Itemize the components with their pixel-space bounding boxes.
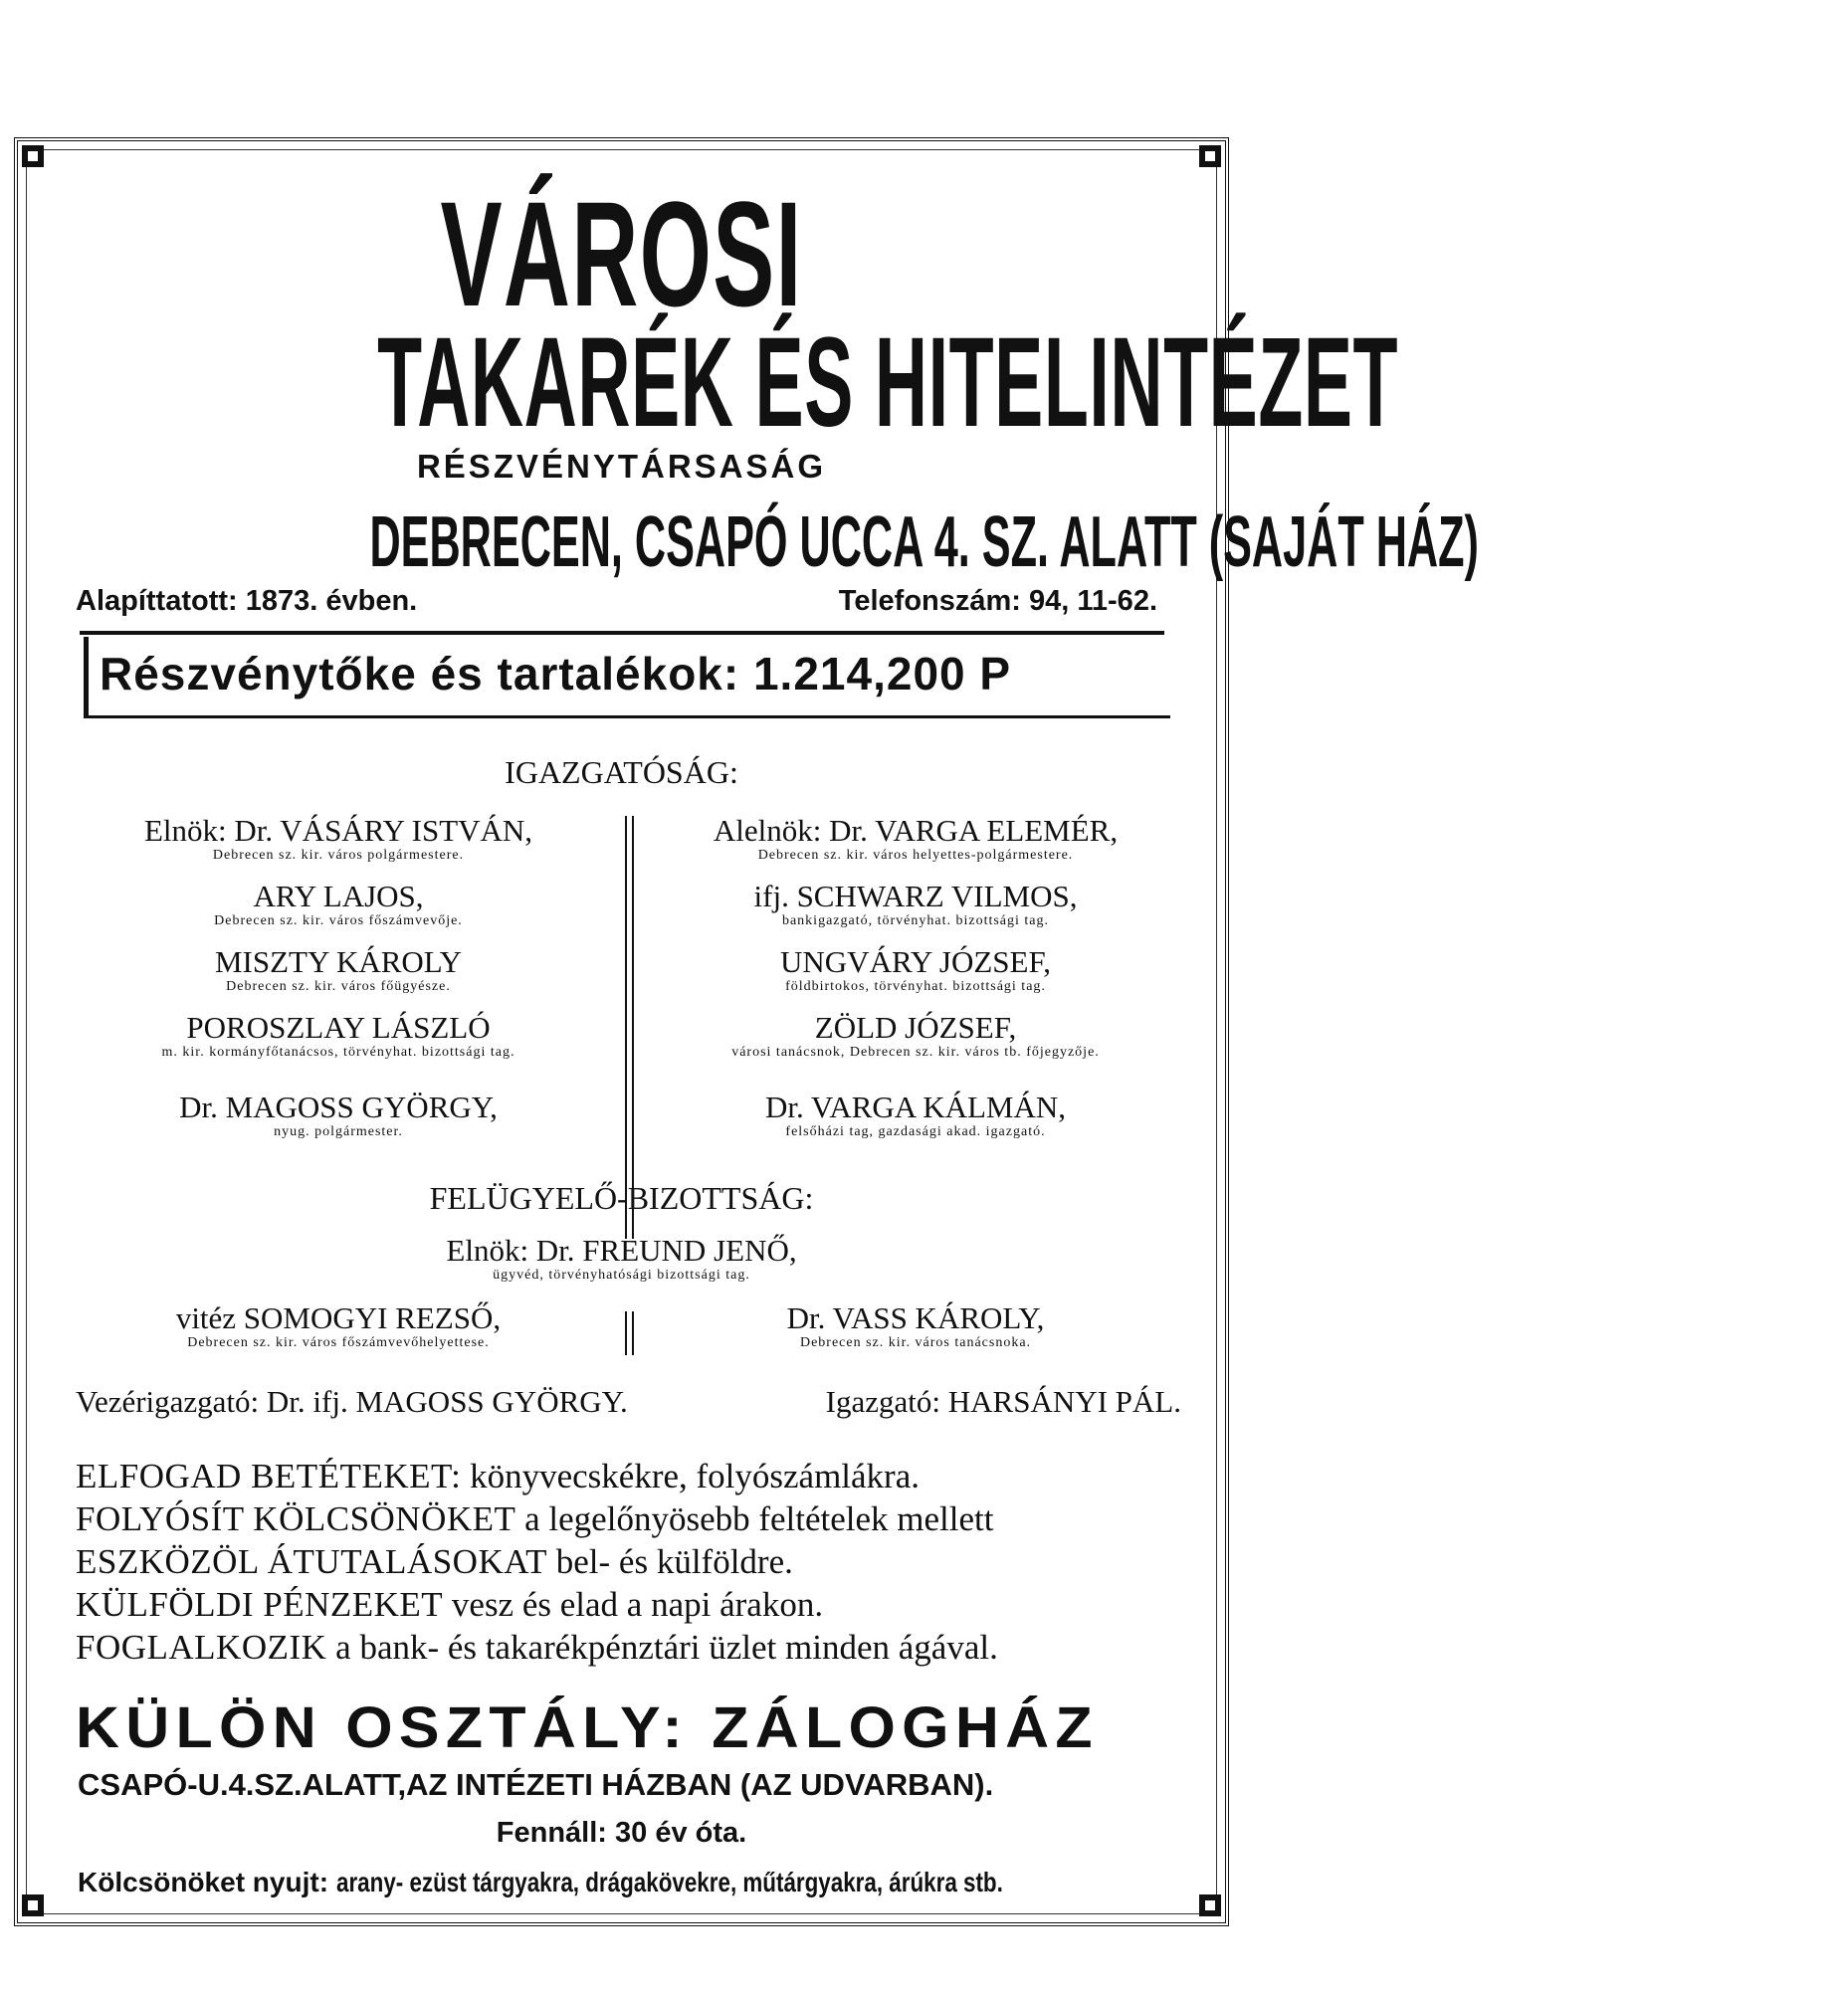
member-name: ifj. SCHWARZ VILMOS, [753, 879, 1078, 913]
board-member [60, 1011, 617, 1061]
member-name: Dr. VASS KÁROLY, [786, 1300, 1045, 1335]
service-line [76, 1497, 998, 1540]
member-title: Debrecen sz. kir. város főügyésze. [226, 979, 451, 994]
title-line-1: VÁROSI [440, 170, 803, 337]
column-divider [625, 816, 634, 1239]
corner-ornament [22, 1894, 44, 1916]
service-detail: könyvecskékre, folyószámlákra. [470, 1457, 921, 1495]
services-list [76, 1455, 998, 1669]
board-title: IGAZGATÓSÁG: [505, 754, 738, 790]
member-name: Dr. VARGA KÁLMÁN, [764, 1090, 1066, 1124]
service-line [76, 1455, 998, 1497]
member-title: m. kir. kormányfőtanácsos, törvényhat. bizottsági tag. [161, 1045, 515, 1060]
service-lead: FOGLALKOZIK [76, 1628, 327, 1667]
divider-rule [80, 631, 1164, 635]
member-title: Debrecen sz. kir. város főszámvevője. [214, 913, 463, 928]
member-name: MISZTY KÁROLY [214, 944, 463, 979]
service-lead: ESZKÖZÖL ÁTUTALÁSOKAT [76, 1542, 547, 1581]
service-detail: a legelőnyösebb feltételek mellett [524, 1499, 994, 1538]
member-title: felsőházi tag, gazdasági akad. igazgató. [785, 1124, 1046, 1139]
pawnshop-address: CSAPÓ-U.4.SZ.ALATT,AZ INTÉZETI HÁZBAN (AZ UDVARBAN). [78, 1767, 994, 1802]
column-divider [625, 1311, 634, 1355]
board-member [637, 1011, 1194, 1061]
phone-text: Telefonszám: 94, 11-62. [838, 585, 1157, 617]
board-member [637, 1091, 1194, 1140]
loans-lead: Kölcsönöket nyujt: [78, 1867, 329, 1897]
board-member [60, 814, 617, 864]
company-type: RÉSZVÉNYTÁRSASÁG [416, 448, 827, 485]
pawnshop-established: Fennáll: 30 év óta. [496, 1817, 747, 1849]
supervisory-title: FELÜGYELŐ-BIZOTTSÁG: [429, 1180, 814, 1216]
founded-text: Alapíttatott: 1873. évben. [76, 585, 418, 617]
member-title: Debrecen sz. kir. város helyettes-polgármestere. [757, 848, 1074, 863]
service-line [76, 1540, 998, 1583]
board-member [60, 945, 617, 995]
director: Igazgató: HARSÁNYI PÁL. [825, 1384, 1181, 1419]
service-detail: bel- és külföldre. [555, 1542, 793, 1581]
member-name: UNGVÁRY JÓZSEF, [780, 944, 1051, 979]
service-line [76, 1626, 998, 1669]
board-member [637, 814, 1194, 864]
member-title: Debrecen sz. kir. város főszámvevőhelyettese. [187, 1335, 490, 1350]
address-heading: DEBRECEN, CSAPÓ UCCA 4. SZ. ALATT (SAJÁT HÁZ) [369, 502, 1479, 582]
member-name: Alelnök: Dr. VARGA ELEMÉR, [713, 813, 1119, 848]
pawnshop-title: KÜLÖN OSZTÁLY: ZÁLOGHÁZ [76, 1695, 1099, 1760]
member-title: Debrecen sz. kir. város tanácsnoka. [799, 1335, 1032, 1350]
member-name: vitéz SOMOGYI REZSŐ, [175, 1300, 502, 1335]
loans-detail: arany- ezüst tárgyakra, drágakövekre, műtárgyakra, árúkra stb. [335, 1867, 1003, 1897]
corner-ornament [22, 145, 44, 167]
service-line [76, 1583, 998, 1626]
corner-ornament [1199, 1894, 1221, 1916]
board-member [60, 880, 617, 929]
general-director: Vezérigazgató: Dr. ifj. MAGOSS GYÖRGY. [76, 1384, 628, 1419]
member-name: Dr. MAGOSS GYÖRGY, [179, 1090, 498, 1124]
member-title: bankigazgató, törvényhat. bizottsági tag. [781, 913, 1050, 928]
supervisory-member [60, 1301, 617, 1351]
service-detail: vesz és elad a napi árakon. [451, 1585, 824, 1624]
member-name: Elnök: Dr. FREUND JENŐ, [446, 1233, 797, 1268]
board-member [637, 945, 1194, 995]
service-lead: KÜLFÖLDI PÉNZEKET [76, 1585, 444, 1624]
member-title: ügyvéd, törvényhatósági bizottsági tag. [493, 1268, 750, 1283]
service-lead: FOLYÓSÍT KÖLCSÖNÖKET [76, 1499, 516, 1538]
member-name: ARY LAJOS, [253, 879, 424, 913]
member-title: városi tanácsnok, Debrecen sz. kir. város tb. főjegyzője. [731, 1045, 1100, 1060]
member-title: nyug. polgármester. [274, 1124, 403, 1139]
title-line-2: TAKARÉK ÉS HITELINTÉZET [377, 311, 1399, 454]
member-name: POROSZLAY LÁSZLÓ [186, 1010, 491, 1045]
corner-ornament [1199, 145, 1221, 167]
service-detail: a bank- és takarékpénztári üzlet minden ágával. [335, 1628, 998, 1667]
service-lead: ELFOGAD BETÉTEKET: [76, 1457, 462, 1495]
supervisory-chair [0, 1234, 1243, 1284]
capital-text: Részvénytőke és tartalékok: 1.214,200 P [100, 648, 1012, 699]
pawnshop-loans [78, 1867, 1169, 1898]
board-member [637, 880, 1194, 929]
member-name: ZÖLD JÓZSEF, [814, 1010, 1017, 1045]
member-title: földbirtokos, törvényhat. bizottsági tag. [785, 979, 1046, 994]
member-title: Debrecen sz. kir. város polgármestere. [212, 848, 465, 863]
supervisory-member [637, 1301, 1194, 1351]
member-name: Elnök: Dr. VÁSÁRY ISTVÁN, [143, 813, 533, 848]
board-member [60, 1091, 617, 1140]
